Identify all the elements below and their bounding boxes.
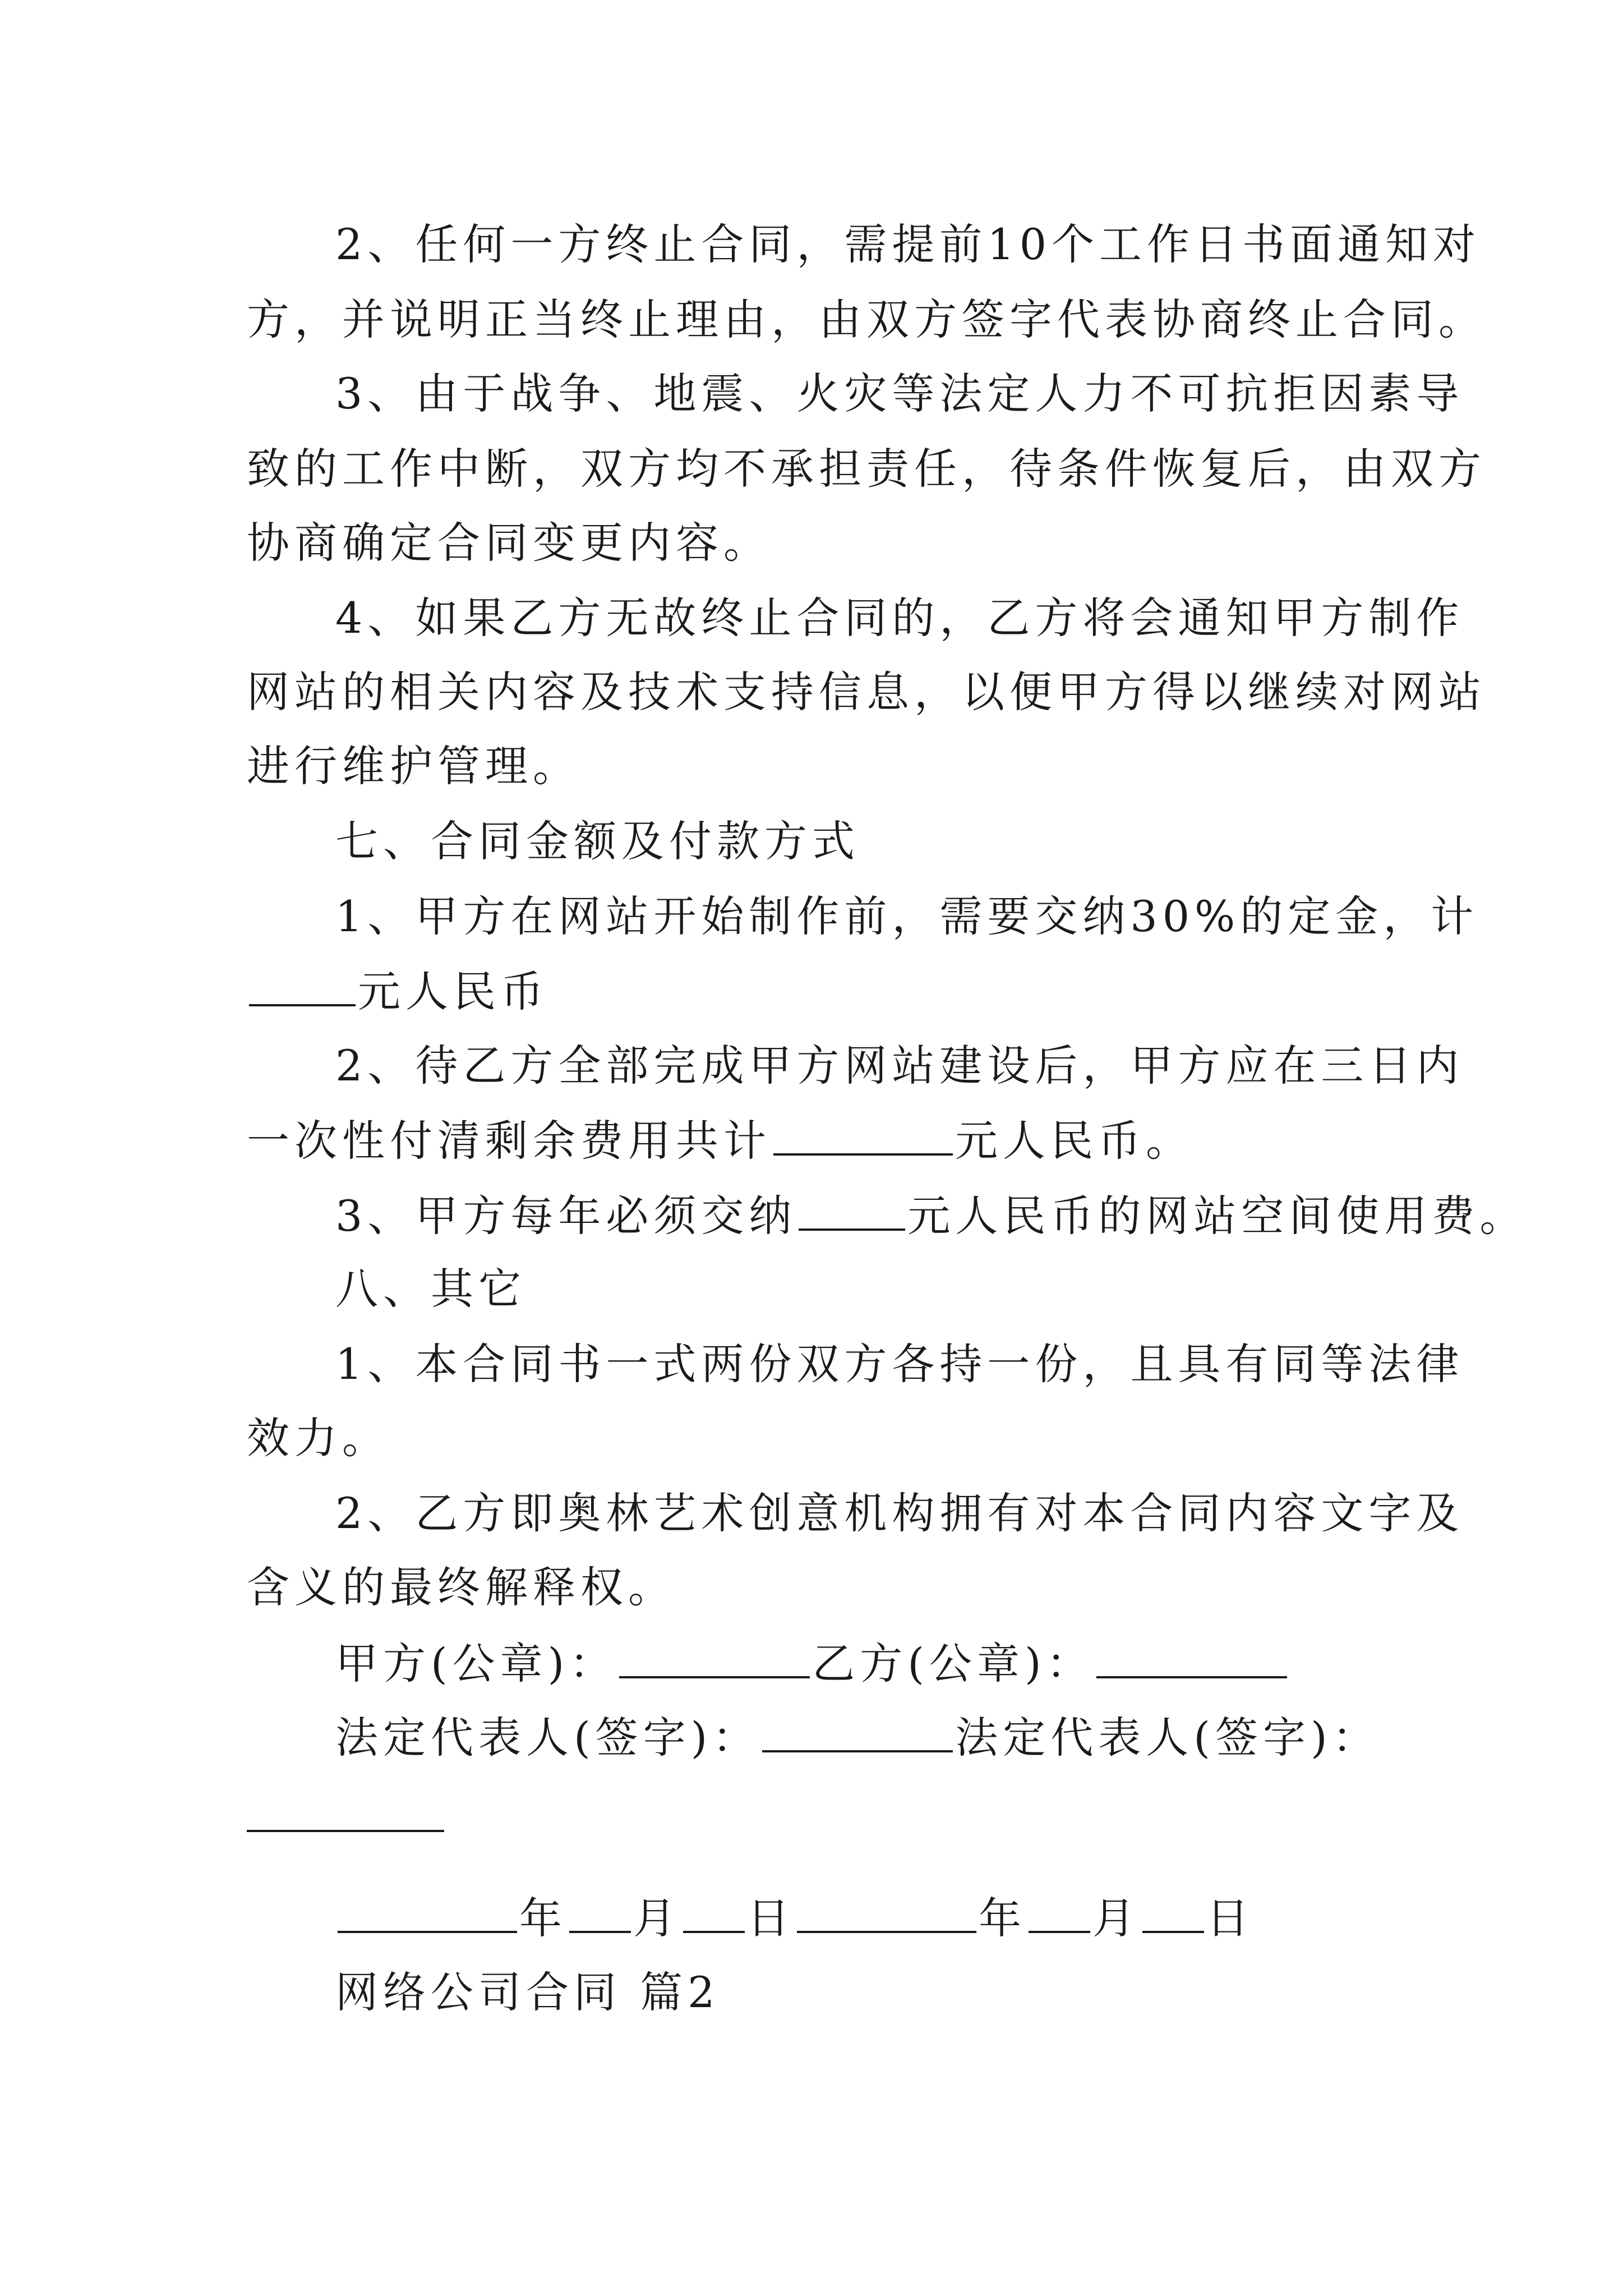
date-b-day-blank: [1142, 1890, 1204, 1933]
section-7-item-1-line-1: 1、甲方在网站开始制作前，需要交纳30%的定金，计: [335, 891, 1479, 941]
rep-a-label: 法定代表人(签字)：: [335, 1713, 760, 1763]
para-3-line-2: 致的工作中断，双方均不承担责任，待条件恢复后，由双方: [247, 444, 1486, 494]
balance-currency: 元人民币。: [955, 1116, 1193, 1166]
para-4-line-1: 4、如果乙方无故终止合同的，乙方将会通知甲方制作: [335, 593, 1464, 643]
party-b-seal-label: 乙方(公章)：: [812, 1639, 1094, 1688]
party-a-seal-label: 甲方(公章)：: [335, 1639, 617, 1688]
section-7-item-2-line-1: 2、待乙方全部完成甲方网站建设后，甲方应在三日内: [335, 1041, 1464, 1091]
deposit-currency: 元人民币: [358, 967, 548, 1016]
next-contract-title: 网络公司合同 篇2: [335, 1967, 720, 2017]
balance-label: 一次性付清剩余费用共计: [247, 1116, 771, 1166]
date-a-year-blank: [338, 1890, 517, 1933]
para-2-line-2: 方，并说明正当终止理由，由双方签字代表协商终止合同。: [247, 295, 1486, 344]
rep-b-blank: [247, 1830, 444, 1832]
balance-amount-blank: [773, 1113, 953, 1156]
date-a-month: 月: [633, 1893, 681, 1943]
date-b-day: 日: [1206, 1893, 1254, 1943]
rep-a-blank: [762, 1710, 953, 1752]
deposit-amount-blank: [249, 964, 356, 1006]
date-a-year: 年: [519, 1893, 567, 1943]
seal-line: [335, 1636, 1289, 1691]
date-a-day: 日: [747, 1893, 795, 1943]
section-8-item-2-line-2: 含义的最终解释权。: [247, 1562, 676, 1612]
party-b-seal-blank: [1096, 1636, 1287, 1678]
hosting-fee-blank: [799, 1188, 905, 1231]
section-7-item-2-line-2: [247, 1113, 1193, 1168]
section-8-item-1-line-2: 效力。: [247, 1413, 390, 1463]
date-a-month-blank: [569, 1890, 631, 1933]
representative-line: [335, 1710, 1380, 1765]
para-2-line-1: 2、任何一方终止合同，需提前10个工作日书面通知对: [335, 219, 1481, 269]
para-4-line-3: 进行维护管理。: [247, 741, 580, 791]
date-b-year: 年: [979, 1893, 1026, 1943]
date-b-year-blank: [797, 1890, 976, 1933]
date-a-day-blank: [683, 1890, 745, 1933]
party-a-seal-blank: [619, 1636, 810, 1678]
date-b-month: 月: [1092, 1893, 1140, 1943]
rep-b-label: 法定代表人(签字)：: [955, 1713, 1380, 1763]
para-3-line-3: 协商确定合同变更内容。: [247, 518, 771, 568]
section-7-heading: 七、合同金额及付款方式: [335, 816, 860, 866]
section-7-item-1-line-2: [247, 964, 548, 1019]
section-7-item-3: [335, 1188, 1527, 1243]
hosting-fee-label: 3、甲方每年必须交纳: [335, 1191, 797, 1241]
section-8-heading: 八、其它: [335, 1264, 526, 1314]
hosting-fee-currency: 元人民币的网站空间使用费。: [907, 1191, 1528, 1241]
date-line: [335, 1890, 1254, 1945]
para-4-line-2: 网站的相关内容及技术支持信息，以便甲方得以继续对网站: [247, 667, 1486, 717]
section-8-item-1-line-1: 1、本合同书一式两份双方各持一份，且具有同等法律: [335, 1339, 1464, 1389]
date-b-month-blank: [1029, 1890, 1090, 1933]
para-3-line-1: 3、由于战争、地震、火灾等法定人力不可抗拒因素导: [335, 369, 1464, 418]
section-8-item-2-line-1: 2、乙方即奥林艺术创意机构拥有对本合同内容文字及: [335, 1488, 1464, 1538]
